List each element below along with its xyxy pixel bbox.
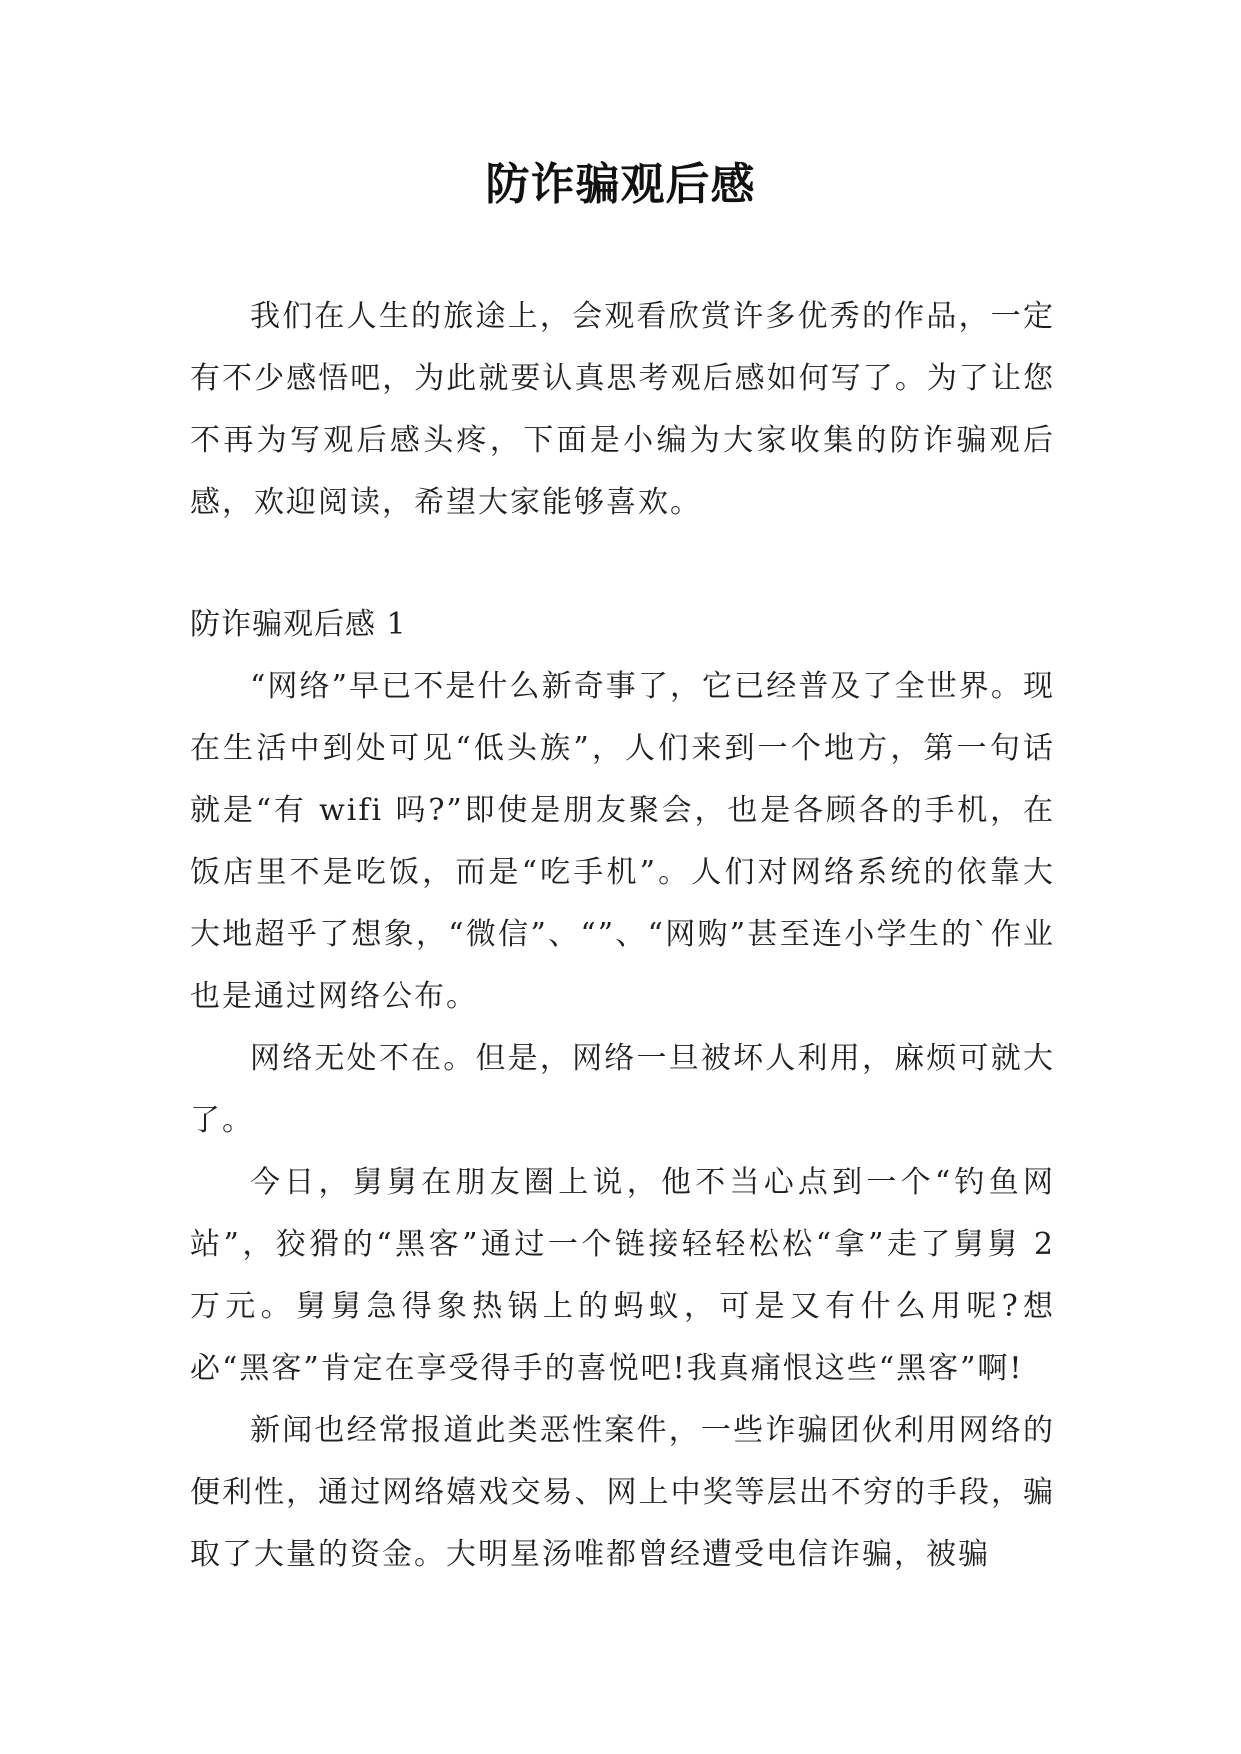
body-paragraph-4: 新闻也经常报道此类恶性案件，一些诈骗团伙利用网络的便利性，通过网络嬉戏交易、网上中奖等层出不穷的手段，骗取了大量的资金。大明星汤唯都曾经遭受电信诈骗，被骗 (190, 1413, 1055, 1572)
body-paragraph-3: 今日，舅舅在朋友圈上说，他不当心点到一个“钓鱼网站”，狡猾的“黑客”通过一个链接轻轻松松“拿”走了舅舅 2 万元。舅舅急得象热锅上的蚂蚁，可是又有什么用呢?想必“黑客”肯定在享受得手的喜悦吧!我真痛恨这些“黑客”啊! (190, 1165, 1055, 1386)
document-title: 防诈骗观后感 (485, 159, 756, 210)
document-body (190, 286, 1055, 1586)
section-heading: 防诈骗观后感 1 (190, 607, 407, 642)
intro-paragraph: 我们在人生的旅途上，会观看欣赏许多优秀的作品，一定有不少感悟吧，为此就要认真思考观后感如何写了。为了让您不再为写观后感头疼，下面是小编为大家收集的防诈骗观后感，欢迎阅读，希望大家能够喜欢。 (190, 299, 1055, 520)
body-paragraph-2: 网络无处不在。但是，网络一旦被坏人利用，麻烦可就大了。 (190, 1041, 1055, 1138)
body-paragraph-1: “网络”早已不是什么新奇事了，它已经普及了全世界。现在生活中到处可见“低头族”，人们来到一个地方，第一句话就是“有 wifi 吗?”即使是朋友聚会，也是各顾各的手机，在饭店里不是吃饭，而是“吃手机”。人们对网络系统的依靠大大地超乎了想象，“微信”、“”、“网购”甚至连小学生的`作业也是通过网络公布。 (190, 669, 1055, 1014)
